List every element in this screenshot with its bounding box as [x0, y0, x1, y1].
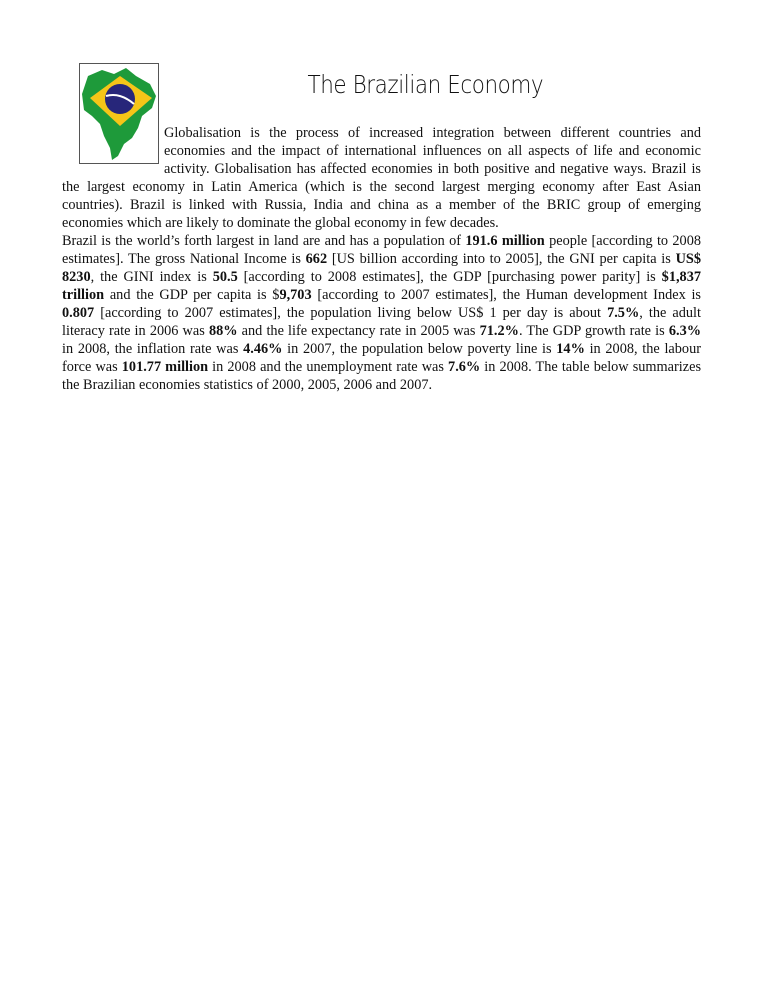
bold-statistic: 14%	[556, 341, 585, 357]
text-segment: [according to 2007 estimates], the Human development Index is	[311, 287, 701, 303]
bold-statistic: US$ 8230	[62, 251, 701, 285]
paragraph-intro: Globalisation is the process of increased integration between different countries and economies and the impact of international influences on all aspects of life and economic activity. Globalisation has affected economies in both positive and negative ways. Brazil is the largest economy in Latin America (which is the second largest merging economy after East Asian countries). Brazil is linked with Russia, India and china as a member of the BRIC group of emerging economies which are likely to dominate the global economy in few decades.	[62, 125, 701, 231]
text-segment: [according to 2007 estimates], the population living below US$ 1 per day is about	[94, 305, 608, 321]
bold-statistic: 0.807	[62, 305, 95, 321]
text-segment: in 2008, the labour force was	[62, 341, 701, 375]
text-segment: in 2007, the population below poverty line is	[282, 341, 557, 357]
document-page	[62, 63, 701, 394]
bold-statistic: 71.2%	[479, 323, 519, 339]
text-segment: Brazil is the world’s forth largest in land are and has a population of	[62, 233, 466, 249]
bold-statistic: 662	[305, 251, 328, 267]
paragraph-statistics	[62, 232, 701, 394]
text-segment: [according to 2008 estimates], the GDP [purchasing power parity] is	[237, 269, 662, 285]
bold-statistic: $1,837 trillion	[62, 269, 701, 303]
bold-statistic: 6.3%	[668, 323, 702, 339]
text-segment: in 2008 and the unemployment rate was	[208, 359, 449, 375]
bold-statistic: 4.46%	[243, 341, 283, 357]
text-segment: and the GDP per capita is $	[104, 287, 280, 303]
text-segment: in 2008. The table below summarizes the Brazilian economies statistics of 2000, 2005, 2006 and 2007.	[62, 359, 702, 393]
text-segment: people [according to 2008 estimates]. The gross National Income is	[62, 233, 702, 267]
bold-statistic: 7.5%	[607, 305, 640, 321]
text-segment: in 2008, the inflation rate was	[62, 341, 244, 357]
text-segment: and the life expectancy rate in 2005 was	[237, 323, 480, 339]
text-segment: , the adult literacy rate in 2006 was	[62, 305, 701, 339]
bold-statistic: 88%	[208, 323, 238, 339]
text-segment: . The GDP growth rate is	[518, 323, 669, 339]
bold-statistic: 7.6%	[448, 359, 481, 375]
bold-statistic: 191.6 million	[465, 233, 545, 249]
bold-statistic: 9,703	[279, 287, 312, 303]
text-segment: [US billion according into to 2005], the GNI per capita is	[327, 251, 676, 267]
bold-statistic: 101.77 million	[121, 359, 209, 375]
page-title: The Brazilian Economy	[307, 70, 544, 99]
bold-statistic: 50.5	[212, 269, 238, 285]
text-segment: , the GINI index is	[90, 269, 213, 285]
